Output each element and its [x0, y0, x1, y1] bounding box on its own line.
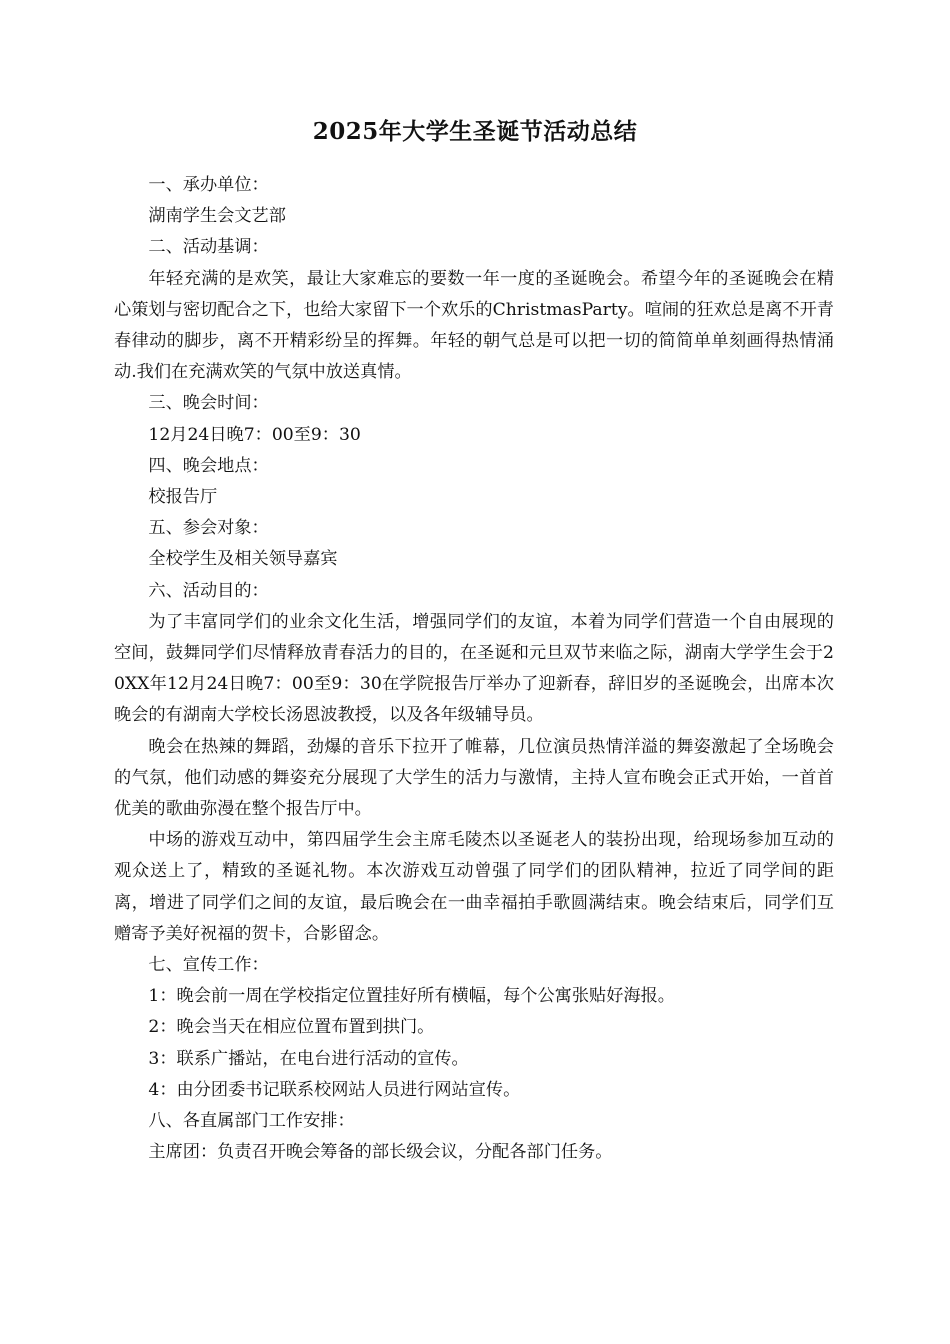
publicity-item: 1：晚会前一周在学校指定位置挂好所有横幅，每个公寓张贴好海报。	[148, 986, 675, 1007]
organizer-text: 湖南学生会文艺部	[148, 206, 286, 227]
section-heading-time: 三、晚会时间：	[148, 393, 269, 414]
purpose-paragraph: 为了丰富同学们的业余文化生活，增强同学们的友谊，本着为同学们营造一个自由展现的空间，鼓舞同学们尽情释放青春活力的目的，在圣诞和元旦双节来临之际，湖南大学学生会于20XX年12月24日晚7：00至9：30在学院报告厅举办了迎新春，辞旧岁的圣诞晚会，出席本次晚会的有湖南大学校长汤恩波教授，以及各年级辅导员。	[114, 611, 834, 726]
section-heading-organizer: 一、承办单位：	[148, 175, 269, 195]
department-task: 主席团：负责召开晚会筹备的部长级会议，分配各部门任务。	[148, 1142, 613, 1163]
publicity-item: 2：晚会当天在相应位置布置到拱门。	[148, 1017, 435, 1038]
opening-paragraph: 晚会在热辣的舞蹈，劲爆的音乐下拉开了帷幕，几位演员热情洋溢的舞姿激起了全场晚会的气氛，他们动感的舞姿充分展现了大学生的活力与激情，主持人宣布晚会正式开始，一首首优美的歌曲弥漫在整个报告厅中。	[114, 736, 834, 820]
section-heading-tone: 二、活动基调：	[148, 237, 269, 258]
section-heading-venue: 四、晚会地点：	[148, 455, 269, 476]
interaction-paragraph: 中场的游戏互动中，第四届学生会主席毛陵杰以圣诞老人的装扮出现，给现场参加互动的观众送上了，精致的圣诞礼物。本次游戏互动曾强了同学们的团队精神，拉近了同学间的距离，增进了同学们之间的友谊，最后晚会在一曲幸福拍手歌圆满结束。晚会结束后，同学们互赠寄予美好祝福的贺卡，合影留念。	[114, 830, 834, 944]
document-title: 2025年大学生圣诞节活动总结	[312, 118, 638, 145]
venue-text: 校报告厅	[148, 487, 218, 508]
section-heading-attendees: 五、参会对象：	[148, 518, 269, 539]
publicity-item: 3：联系广播站，在电台进行活动的宣传。	[148, 1048, 469, 1069]
attendees-text: 全校学生及相关领导嘉宾	[148, 549, 338, 570]
publicity-item: 4：由分团委书记联系校网站人员进行网站宣传。	[148, 1079, 521, 1100]
time-text: 12月24日晚7：00至9：30	[148, 424, 361, 445]
document-body	[114, 170, 834, 1169]
section-heading-purpose: 六、活动目的：	[148, 580, 269, 601]
section-heading-departments: 八、各直属部门工作安排：	[148, 1111, 355, 1132]
section-heading-publicity: 七、宣传工作：	[148, 955, 269, 976]
tone-paragraph: 年轻充满的是欢笑，最让大家难忘的要数一年一度的圣诞晚会。希望今年的圣诞晚会在精心策划与密切配合之下，也给大家留下一个欢乐的ChristmasParty。喧闹的狂欢总是离不开青春律动的脚步，离不开精彩纷呈的挥舞。年轻的朝气总是可以把一切的简简单单刻画得热情涌动.我们在充满欢笑的气氛中放送真情。	[114, 268, 834, 383]
